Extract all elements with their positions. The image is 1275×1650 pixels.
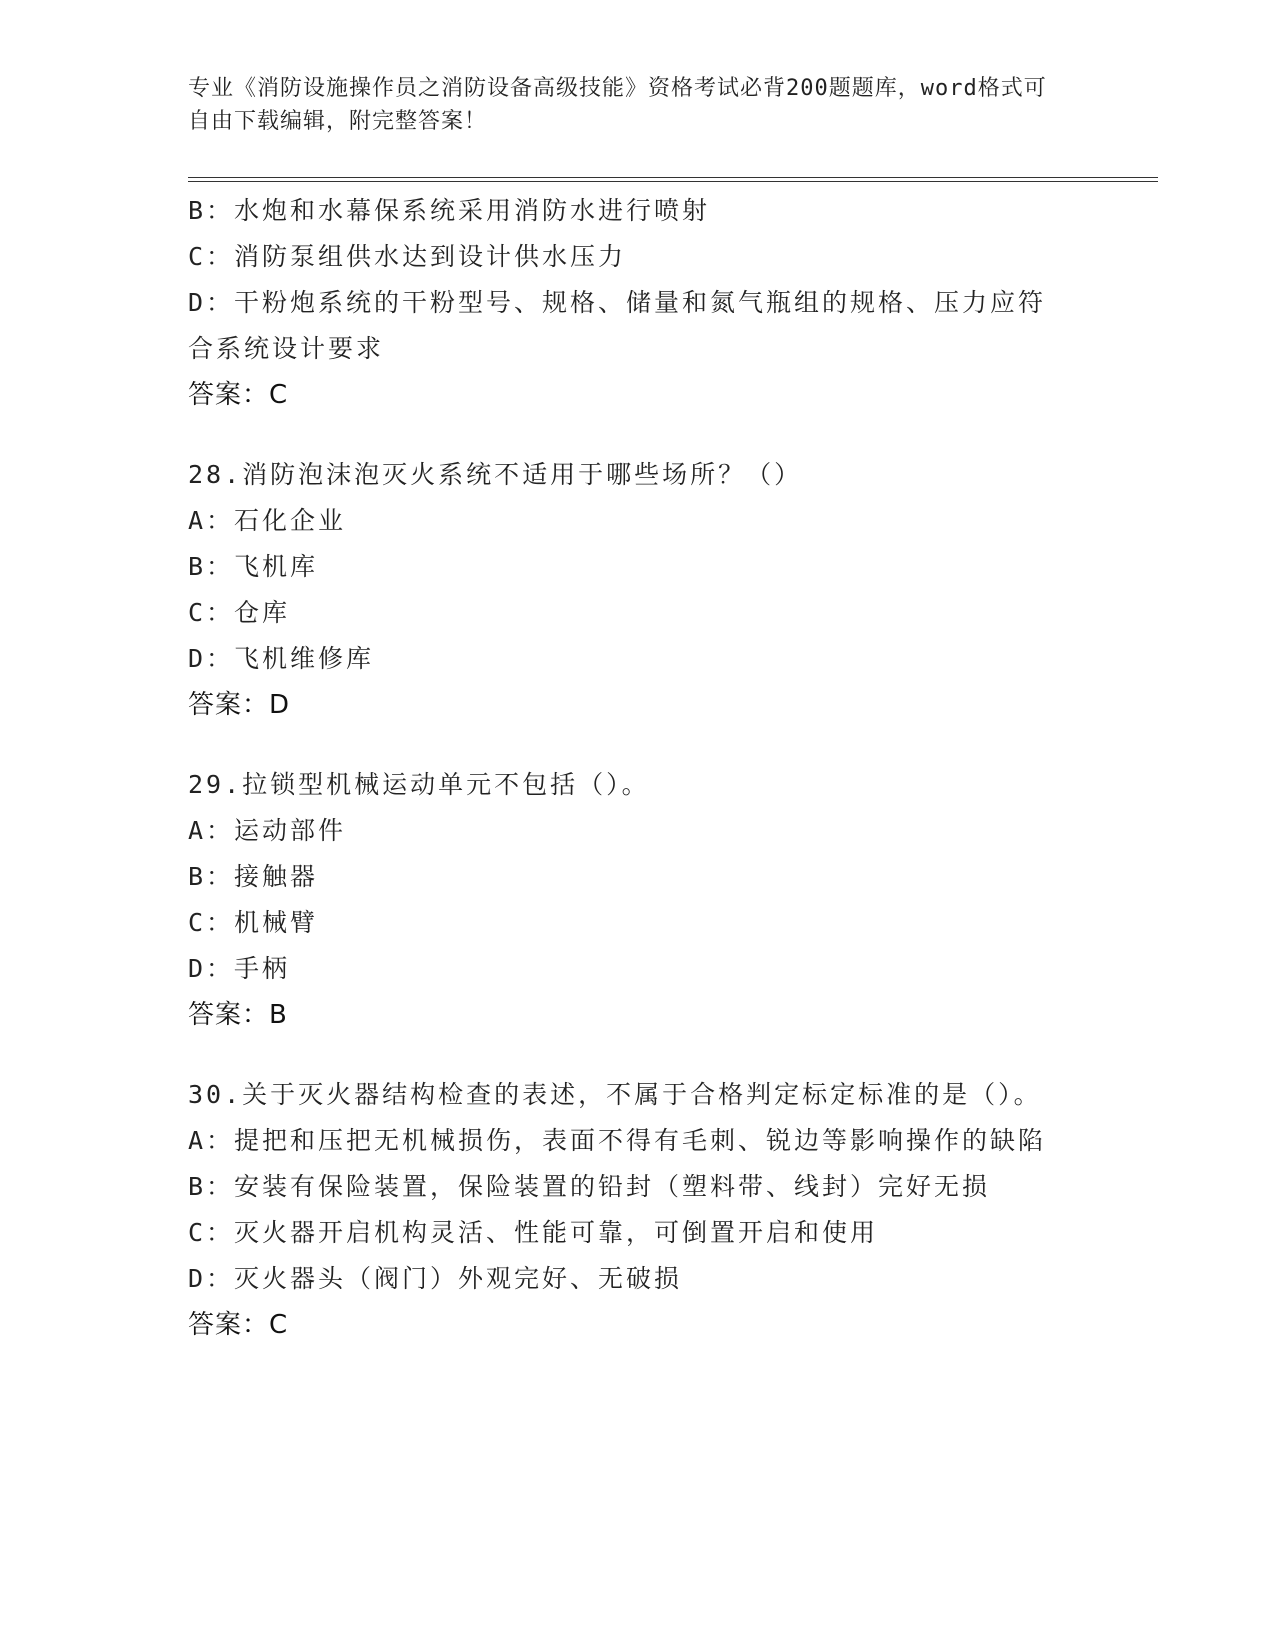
option-c: C：消防泵组供水达到设计供水压力 bbox=[188, 242, 627, 271]
question-28 bbox=[188, 452, 1088, 728]
question-stem: 28.消防泡沫泡灭火系统不适用于哪些场所？（） bbox=[188, 460, 803, 489]
option-c: C：机械臂 bbox=[188, 908, 319, 937]
option-b: B：接触器 bbox=[188, 862, 319, 891]
question-30 bbox=[188, 1072, 1088, 1348]
question-29 bbox=[188, 762, 1088, 1038]
question-stem: 29.拉锁型机械运动单元不包括（）。 bbox=[188, 770, 650, 799]
header-rule-top bbox=[188, 177, 1158, 178]
option-d: D：灭火器头（阀门）外观完好、无破损 bbox=[188, 1264, 683, 1293]
option-c: C：灭火器开启机构灵活、性能可靠，可倒置开启和使用 bbox=[188, 1218, 879, 1247]
option-a: A：提把和压把无机械损伤，表面不得有毛刺、锐边等影响操作的缺陷 bbox=[188, 1126, 1047, 1155]
option-d: D：手柄 bbox=[188, 954, 291, 983]
question-stem: 30.关于灭火器结构检查的表述，不属于合格判定标定标准的是（）。 bbox=[188, 1080, 1042, 1109]
option-a: A：石化企业 bbox=[188, 506, 347, 535]
question-list bbox=[188, 188, 1088, 1348]
header-rule-bottom bbox=[188, 181, 1158, 182]
option-d: D：干粉炮系统的干粉型号、规格、储量和氮气瓶组的规格、压力应符 bbox=[188, 288, 1047, 317]
option-b: B：水炮和水幕保系统采用消防水进行喷射 bbox=[188, 196, 711, 225]
question-27-continued bbox=[188, 188, 1088, 418]
answer: 答案：D bbox=[188, 690, 291, 720]
document-header: 专业《消防设施操作员之消防设备高级技能》资格考试必背200题题库，word格式可自由下载编辑，附完整答案！ bbox=[188, 76, 1047, 134]
option-b: B：安装有保险装置，保险装置的铅封（塑料带、线封）完好无损 bbox=[188, 1172, 991, 1201]
answer: 答案：B bbox=[188, 1000, 288, 1030]
option-a: A：运动部件 bbox=[188, 816, 347, 845]
option-b: B：飞机库 bbox=[188, 552, 319, 581]
option-d: D：飞机维修库 bbox=[188, 644, 375, 673]
option-c: C：仓库 bbox=[188, 598, 291, 627]
answer: 答案：C bbox=[188, 1310, 289, 1340]
answer: 答案：C bbox=[188, 380, 289, 410]
option-d-continued: 合系统设计要求 bbox=[188, 334, 385, 363]
